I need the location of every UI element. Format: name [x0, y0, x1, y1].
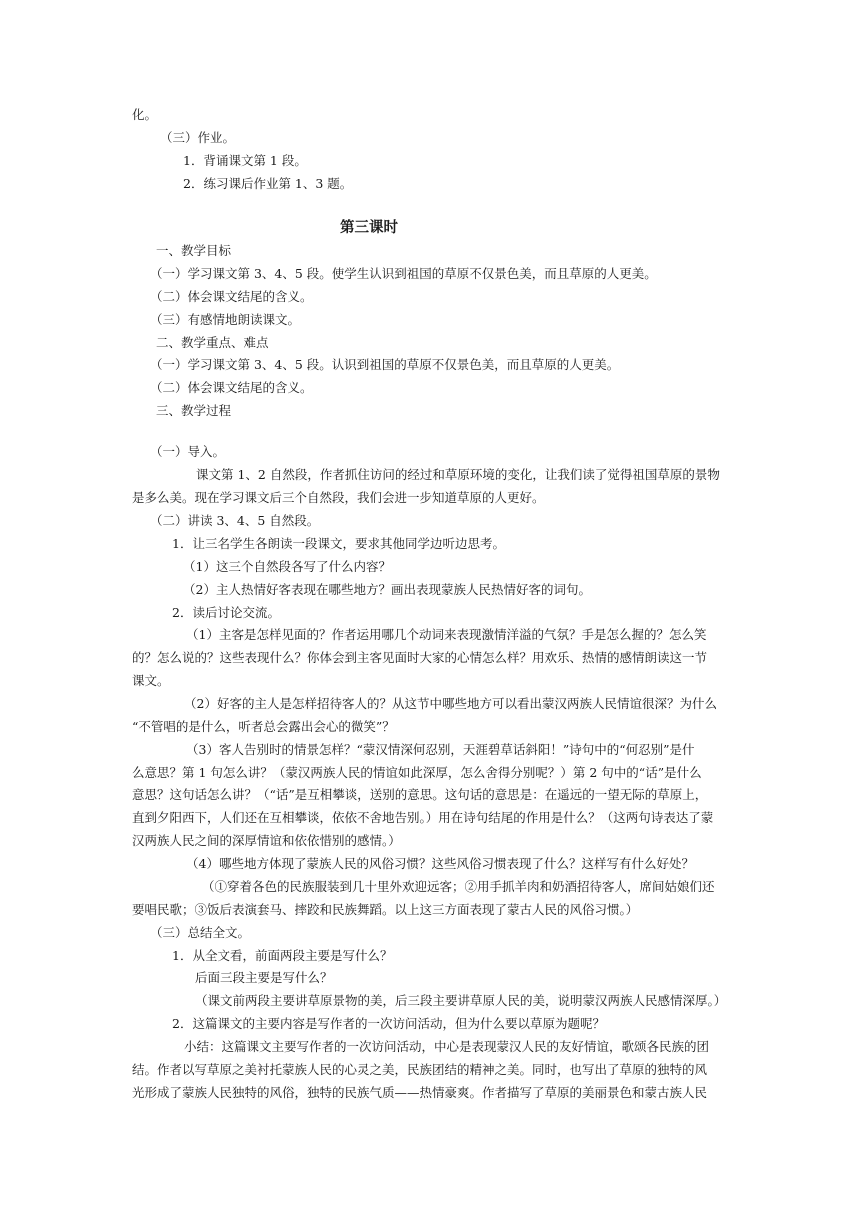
text-line: 课文。 [132, 673, 170, 688]
text-line: 三、教学过程 [156, 403, 232, 418]
text-line: 光形成了蒙族人民独特的风俗，独特的民族气质——热情豪爽。作者描写了草原的美丽景色和蒙古族人民 [132, 1085, 708, 1100]
text-line: （一）学习课文第 3、4、5 段。认识到祖国的草原不仅景色美，而且草原的人更美。 [150, 357, 620, 372]
text-line: 2．这篇课文的主要内容是写作者的一次访问活动，但为什么要以草原为题呢？ [172, 1016, 605, 1031]
text-line: 汉两族人民之间的深厚情谊和依依惜别的感情。） [132, 833, 401, 848]
text-line: （1）这三个自然段各写了什么内容？ [183, 559, 391, 574]
text-line: 么意思？第 1 句怎么讲？（蒙汉两族人民的情谊如此深厚，怎么舍得分别呢？）第 2 句中的“话”是什么 [132, 765, 702, 780]
text-line: （二）体会课文结尾的含义。 [150, 380, 313, 395]
text-line: 意思？这句话怎么讲？（“话”是互相攀谈，送别的意思。这句话的意思是：在遥远的一望无际的草原上， [132, 787, 708, 802]
text-line: （一）导入。 [150, 444, 226, 459]
text-line: （三）总结全文。 [150, 925, 251, 940]
text-line: （4）哪些地方体现了蒙族人民的风俗习惯？这些风俗习惯表现了什么？这样写有什么好处？ [186, 856, 694, 871]
text-line: 要唱民歌；③饭后表演套马、摔跤和民族舞蹈。以上这三方面表现了蒙古人民的风俗习惯。） [132, 902, 639, 917]
text-line: “不管唱的是什么，听者总会露出会心的微笑”？ [132, 719, 395, 734]
text-line: 直到夕阳西下，人们还在互相攀谈，依依不舍地告别。）用在诗句结尾的作用是什么？（这两句诗表达了蒙 [132, 810, 714, 825]
text-line: 1．背诵课文第 1 段。 [183, 153, 307, 168]
text-line: （一）学习课文第 3、4、5 段。使学生认识到祖国的草原不仅景色美，而且草原的人更美。 [150, 266, 657, 281]
text-line: 后面三段主要是写什么？ [195, 970, 333, 985]
text-line: （课文前两段主要讲草原景物的美，后三段主要讲草原人民的美，说明蒙汉两族人民感情深厚。） [195, 993, 727, 1008]
text-line: （三）作业。 [160, 130, 236, 145]
text-line: 化。 [132, 107, 158, 122]
text-line: （2）主人热情好客表现在哪些地方？画出表现蒙族人民热情好客的词句。 [183, 582, 591, 597]
section-title: 第三课时 [340, 220, 398, 236]
text-line: （2）好客的主人是怎样招待客人的？从这节中哪些地方可以看出蒙汉两族人民情谊很深？为什么 [184, 696, 717, 711]
text-line: 课文第 1、2 自然段，作者抓住访问的经过和草原环境的变化，让我们读了觉得祖国草原的景物 [196, 467, 720, 482]
text-line: 2．练习课后作业第 1、3 题。 [183, 176, 353, 191]
text-line: 2．读后讨论交流。 [172, 605, 280, 620]
text-line: 是多么美。现在学习课文后三个自然段，我们会进一步知道草原的人更好。 [132, 490, 545, 505]
text-line: （三）有感情地朗读课文。 [150, 312, 301, 327]
text-line: （二）体会课文结尾的含义。 [150, 289, 313, 304]
text-line: 结。作者以写草原之美衬托蒙族人民的心灵之美，民族团结的精神之美。同时，也写出了草原的独特的风 [132, 1062, 708, 1077]
text-line: 1．从全文看，前面两段主要是写什么？ [172, 948, 393, 963]
text-line: 二、教学重点、难点 [156, 335, 269, 350]
text-line: 的？怎么说的？这些表现什么？你体会到主客见面时大家的心情怎么样？用欢乐、热情的感情朗读这一节 [132, 650, 708, 665]
text-line: 小结：这篇课文主要写作者的一次访问活动，中心是表现蒙汉人民的友好情谊，歌颂各民族的团 [184, 1039, 710, 1054]
text-line: 一、教学目标 [156, 243, 232, 258]
text-line: （二）讲读 3、4、5 自然段。 [150, 513, 320, 528]
text-line: （1）主客是怎样见面的？作者运用哪几个动词来表现激情洋溢的气氛？手是怎么握的？怎么笑 [186, 627, 707, 642]
text-line: 1．让三名学生各朗读一段课文，要求其他同学边听边思考。 [172, 536, 505, 551]
text-line: （①穿着各色的民族服装到几十里外欢迎远客；②用手抓羊肉和奶酒招待客人，席间姑娘们还 [202, 879, 715, 894]
text-line: （3）客人告别时的情景怎样？“蒙汉情深何忍别，天涯碧草话斜阳！”诗句中的“何忍别”是什 [186, 742, 695, 757]
